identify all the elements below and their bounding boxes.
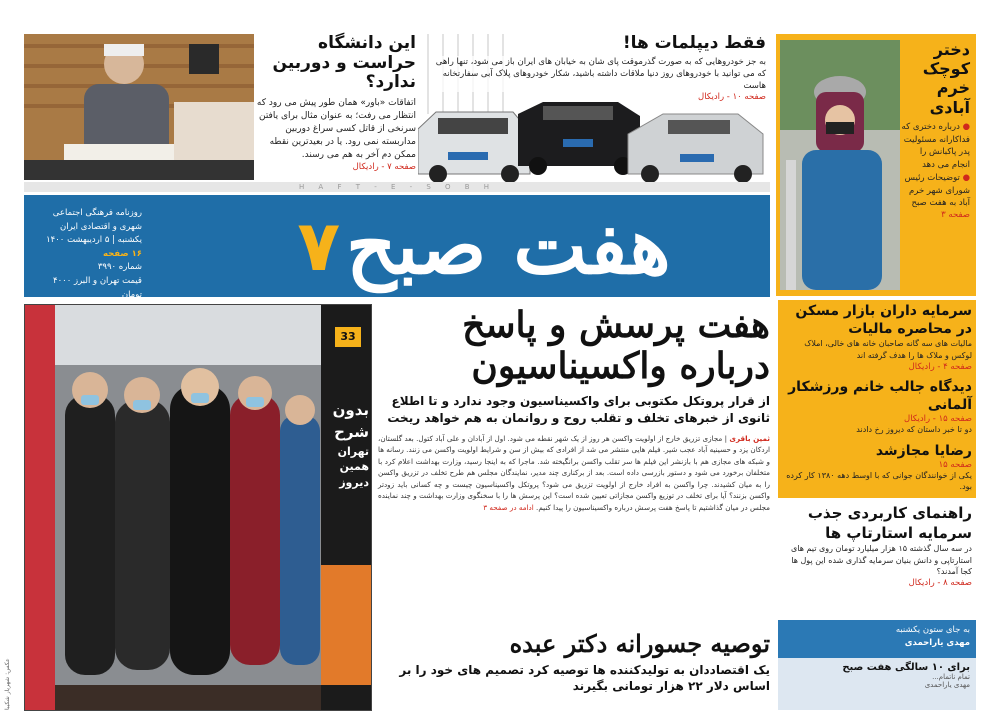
girl-bullet-1 — [900, 121, 970, 172]
university-teaser[interactable] — [256, 34, 416, 180]
caption-line-5: دیروز — [339, 476, 369, 490]
side-story-3-body: یکی از خوانندگان جوانی که با اوسط دهه ۱۳۸۰ کار کرده بود. — [786, 471, 972, 492]
masthead-info — [32, 207, 142, 302]
column-snippet: تمام ناتمام... — [932, 673, 970, 681]
university-photo — [24, 34, 254, 180]
masthead-strip-text: H A F T - E - S O B H — [298, 183, 496, 191]
info-line-5: شماره ۳۹۹۰ — [97, 262, 142, 273]
bullet-dot-icon: ● — [962, 172, 970, 183]
column-header — [778, 620, 976, 658]
side-story-3[interactable] — [782, 442, 972, 493]
column-box[interactable] — [778, 620, 976, 710]
girl-headline[interactable]: دختر کوچک خرم آبادی — [922, 40, 970, 117]
girl-photo — [780, 40, 900, 290]
girl-bullet-2 — [900, 172, 970, 210]
column-label: به جای ستون یکشنبه — [895, 625, 970, 635]
masthead-logo[interactable] — [204, 195, 764, 297]
caption-line-1: بدون — [332, 401, 369, 419]
caption-line-3: تهران — [337, 444, 369, 458]
masthead-strip — [24, 182, 770, 192]
girl-teaser-box[interactable] — [776, 34, 976, 296]
column-sub-author: مهدی یاراحمدی — [924, 681, 970, 689]
logo-text: هفت صبح — [346, 200, 671, 292]
caption-line-4: همین — [339, 460, 369, 474]
old-man-reading-illustration — [24, 34, 254, 180]
side-story-2-body: دو تا خبر داستان که دیروز رخ دادند — [856, 425, 972, 435]
side-story-2[interactable] — [782, 378, 972, 436]
main-headline-1[interactable]: هفت پرسش و پاسخ — [462, 304, 770, 346]
car-number-text: 33 — [340, 330, 356, 343]
main-byline: ثمین باقری — [729, 433, 770, 443]
side-story-2-ref: صفحه ۱۵ - رادیکال — [904, 414, 972, 425]
side-story-1-ref: صفحه ۴ - رادیکال — [908, 361, 972, 372]
main-headline-2[interactable]: درباره واکسیناسیون — [471, 344, 770, 387]
info-line-3: یکشنبه | ۵ اردیبهشت ۱۴۰۰ — [46, 235, 142, 246]
side-story-3-ref: صفحه ۱۵ — [938, 460, 972, 471]
photo-credit — [4, 640, 20, 710]
info-line-6: قیمت تهران و البرز ۴۰۰۰ تومان — [53, 275, 142, 300]
side-story-1-body: مالیات های سه گانه صاحبان خانه های خالی، املاک لوکس و ملاک ها را هدف گرفته اند — [804, 339, 972, 360]
column-content — [784, 662, 970, 689]
subway-crowd-illustration — [25, 305, 371, 710]
bullet-dot-icon: ● — [962, 121, 970, 132]
side-story-4-ref: صفحه ۸ - رادیکال — [908, 577, 972, 588]
main-story[interactable] — [378, 306, 770, 616]
logo-number: ۷ — [297, 205, 341, 287]
diplomats-headline[interactable]: فقط دیپلمات ها! — [622, 33, 766, 53]
side-story-1-headline[interactable]: سرمایه داران بازار مسکن در محاصره مالیات — [795, 303, 972, 338]
bottom-story[interactable] — [378, 630, 770, 710]
car-number-tag — [335, 327, 361, 347]
column-title[interactable]: برای ۱۰ سالگی هفت صبح — [842, 662, 970, 673]
diplomats-ref: صفحه ۱۰ - رادیکال — [698, 92, 766, 103]
diplomats-body: به جز خودروهایی که به صورت گذرموقت پای شان به خیابان های ایران باز می شود، تنها راهی که می توانید با خودروهای روز دنیا ملاقات داشته باشید، شکار خودروهای پلاک آبی سفارتخانه هاست — [430, 56, 766, 93]
university-body: اتفاقات «باور» همان طور پیش می رود که انتظار می رفت؛ به عنوان مثال برای یافتن سرنخی از قاتل کسی سراغ دوربین مداربسته نمی رود. یا در بعیدترین نقطه ممکن دم آخر به هم می رسند. — [256, 97, 416, 160]
main-ref[interactable]: ادامه در صفحه ۳ — [483, 502, 534, 512]
girl-text — [900, 40, 970, 290]
main-body-text: | مجازی تزریق خارج از اولویت واکسن هر روز از یک شهر نقطه می شود. اول از آبادان و علی آباد کتول. بعد گلستان، اردکان یزد و حسینیه آباد عجب شیر. فیلم هایی منتشر می شد از افرادی که بیش از سن و شرایط اولویت واکسن می زنند. رسانه ها و شبکه های مجازی هم با بازنشر این فیلم ها سر تقلب واکسن برانگیخته شد. ماجرا که به اینجا رسید، وزارت بهداشت اعلام کرد با متخلفان برخورد می شود و دستور بازرسی داده است. بعد از برکناری چند مدیر، نمایندگان مجلس هم طرح تخلف در تزریق واکسن را به میان کشیدند. چرا واکسن به افراد خارج از اولویت تزریق می شود؟ پروتکل واکسیناسیون چیست و چه کسانی باید زودتر واکسن بزنند؟ آیا برای تخلف در توزیع واکسن مجازاتی تعیین شده است؟ این پرسش ها را با سخنگوی وزارت بهداشت و چند نماینده مجلس در میان گذاشتیم تا پاسخ هفت پرسش درباره واکسیناسیون را پیدا کنیم. — [378, 433, 770, 512]
girl-ref: صفحه ۳ — [941, 210, 970, 220]
bottom-headline[interactable]: توصیه جسورانه دکتر عبده — [509, 629, 770, 658]
subway-photo — [24, 304, 372, 711]
side-story-1[interactable] — [782, 302, 972, 372]
info-line-2: شهری و اقتصادی ایران — [59, 221, 142, 232]
girl-bullet-1-text: درباره دختری که فداکارانه مسئولیت پدر پاکبانش را انجام می دهد — [901, 121, 970, 170]
info-line-4: ۱۶ صفحه — [103, 248, 142, 259]
side-story-2-headline[interactable]: دیدگاه جالب خانم ورزشکار آلمانی — [788, 379, 972, 414]
column-author: مهدی یاراحمدی — [904, 637, 970, 648]
side-story-4-body: در سه سال گذشته ۱۵ هزار میلیارد تومان روی تیم های استارتاپی و دانش بنیان سرمایه گذاری شده این پول ها کجا آمدند؟ — [791, 544, 972, 577]
main-subhead: از قرار پروتکل مکتوبی برای واکسیناسیون وجود ندارد و تا اطلاع ثانوی از خبرهای تخلف و تقلب روح و روانمان به هم خواهد ریخت — [387, 393, 770, 425]
caption-line-2: شرح — [334, 422, 369, 441]
masthead-bar — [24, 195, 770, 300]
info-line-1: روزنامه فرهنگی اجتماعی — [52, 208, 142, 218]
girl-illustration — [780, 40, 900, 290]
photo-caption — [321, 400, 369, 491]
bottom-subhead: یک اقتصاددان به تولیدکننده ها توصیه کرد تصمیم های خود را بر اساس دلار ۲۲ هزار تومانی بگیرند — [399, 662, 770, 694]
university-ref: صفحه ۷ - رادیکال — [352, 161, 416, 172]
girl-bullet-2-text: توضیحات رئیس شورای شهر خرم آباد به هفت صبح — [904, 172, 970, 209]
side-story-4[interactable] — [782, 504, 972, 604]
side-story-3-headline[interactable]: رضایا مجازشد — [875, 443, 972, 459]
university-headline[interactable]: این دانشگاه حراست و دوربین ندارد؟ — [272, 33, 416, 93]
main-body — [378, 433, 770, 514]
side-story-4-headline[interactable]: راهنمای کاربردی جذب سرمایه استارتاپ ها — [807, 504, 972, 542]
diplomats-teaser[interactable] — [430, 34, 766, 104]
photo-credit-text: عکس: شهریار شکیبا — [4, 658, 11, 710]
